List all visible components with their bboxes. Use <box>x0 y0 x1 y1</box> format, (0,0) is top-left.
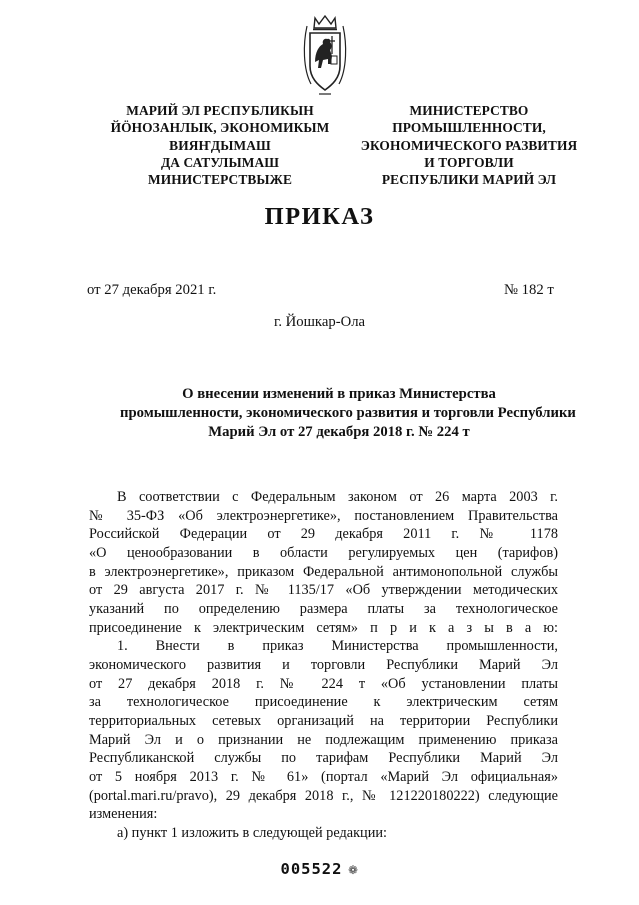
header-left-line: ВИЯҤДЫМАШ <box>169 137 271 153</box>
header-right-line: И ТОРГОВЛИ <box>424 154 514 170</box>
asterisk-mark-icon: ❁ <box>348 860 359 878</box>
body-line: от 27 декабря 2018 г. № 224 т «Об установлении платы <box>89 675 558 692</box>
header-right-line: ЭКОНОМИЧЕСКОГО РАЗВИТИЯ <box>360 137 578 153</box>
body-line: указаний по определению размера платы за технологическое <box>89 600 558 617</box>
body-line: в электроэнергетике», приказом Федеральной антимонопольной службы <box>89 563 558 580</box>
document-type-title: ПРИКАЗ <box>264 203 375 230</box>
body-line: «О ценообразовании в области регулируемых цен (тарифов) <box>89 544 558 561</box>
body-line: территориальных сетевых организаций на территории Республики <box>89 712 558 729</box>
header-mari-ministry-name <box>92 102 348 188</box>
serial-number-text: 005522 <box>280 860 343 878</box>
header-right-line: ПРОМЫШЛЕННОСТИ, <box>392 120 546 136</box>
subject-line: промышленности, экономического развития и торговли Республики <box>120 405 576 421</box>
body-line: от 5 ноября 2013 г. № 61» (портал «Марий Эл официальная» <box>89 768 558 785</box>
header-russian-ministry-name <box>326 102 612 188</box>
body-line: Республиканской службы по тарифам Республики Марий Эл <box>89 750 558 767</box>
body-line: экономического развития и торговли Республики Марий Эл <box>89 656 558 673</box>
header-left-line: ДА САТУЛЫМАШ <box>160 154 280 170</box>
header-left-line: МИНИСТЕРСТВЫЖЕ <box>147 172 292 188</box>
body-line: присоединение к электрическим сетям» п р и к а з ы в а ю: <box>89 619 558 636</box>
body-line: от 29 августа 2017 г. № 1135/17 «Об утверждении методических <box>89 582 558 599</box>
document-subject <box>120 385 576 442</box>
document-date: от 27 декабря 2021 г. <box>87 282 217 298</box>
header-right-line: МИНИСТЕРСТВО <box>409 103 529 118</box>
body-line: изменения: <box>89 806 158 823</box>
body-line: № 35-ФЗ «Об электроэнергетике», постановлением Правительства <box>89 507 558 524</box>
body-line: (portal.mari.ru/pravo), 29 декабря 2018 г., № 121220180222) следующие <box>89 787 558 804</box>
coat-of-arms-icon <box>301 14 349 100</box>
header-left-line: МАРИЙ ЭЛ РЕСПУБЛИКЫН <box>126 103 314 118</box>
body-line: 1. Внести в приказ Министерства промышленности, <box>117 638 558 655</box>
document-body <box>89 488 558 842</box>
header-right-line: РЕСПУБЛИКИ МАРИЙ ЭЛ <box>381 172 557 188</box>
subject-line: О внесении изменений в приказ Министерства <box>182 386 496 402</box>
document-number: № 182 т <box>504 282 554 298</box>
body-line: Российской Федерации от 29 декабря 2011 г. № 1178 <box>89 526 558 543</box>
body-line: В соответствии с Федеральным законом от 26 марта 2003 г. <box>117 489 558 505</box>
body-line: Марий Эл и о признании не подлежащим применению приказа <box>89 731 558 748</box>
document-city: г. Йошкар-Ола <box>273 314 366 330</box>
subject-line: Марий Эл от 27 декабря 2018 г. № 224 т <box>208 424 470 440</box>
body-line: за технологическое присоединение к электрическим сетям <box>89 694 558 711</box>
form-serial-number <box>0 860 639 878</box>
body-line: а) пункт 1 изложить в следующей редакции: <box>117 824 387 841</box>
header-left-line: ЙӦНОЗАНЛЫК, ЭКОНОМИКЫМ <box>110 120 330 136</box>
